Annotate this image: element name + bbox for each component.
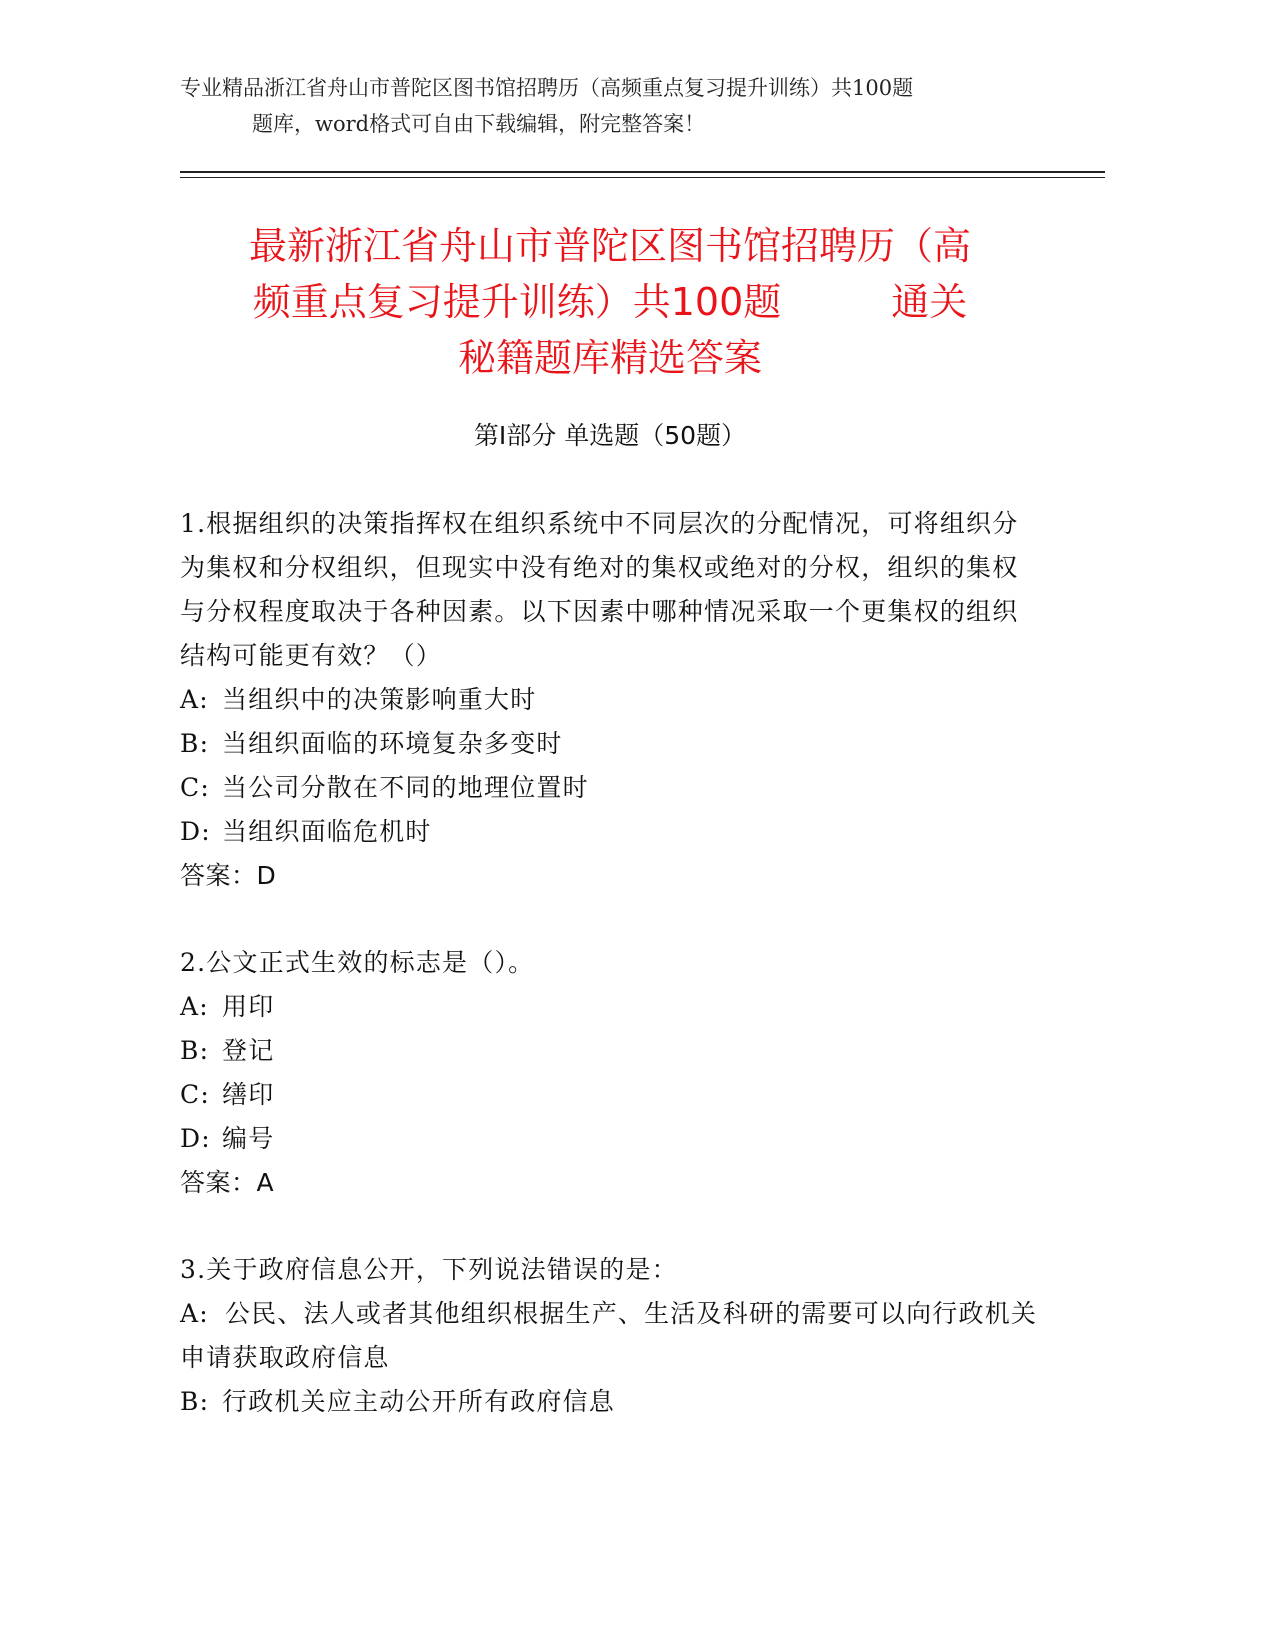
header-line-2: 题库，word格式可自由下载编辑，附完整答案！ bbox=[252, 112, 706, 136]
question-stem: 2.公文正式生效的标志是（）。 bbox=[180, 948, 535, 977]
question-1 bbox=[180, 502, 1040, 898]
option-a bbox=[180, 1292, 1040, 1380]
option-a bbox=[180, 678, 1040, 722]
header-rule-thin bbox=[180, 177, 1105, 178]
option-b bbox=[180, 722, 1040, 766]
option-letter: C: bbox=[180, 1080, 210, 1109]
page-header bbox=[180, 70, 1040, 142]
option-letter: B: bbox=[180, 1387, 210, 1416]
option-text: 行政机关应主动公开所有政府信息 bbox=[222, 1387, 616, 1416]
header-line-1: 专业精品浙江省舟山市普陀区图书馆招聘历（高频重点复习提升训练）共100题 bbox=[180, 76, 914, 100]
header-rule-thick bbox=[180, 171, 1105, 173]
option-text: 当组织面临危机时 bbox=[222, 817, 432, 846]
option-b bbox=[180, 1380, 1040, 1424]
title-line-2 bbox=[180, 274, 1040, 330]
answer: 答案：A bbox=[180, 1168, 275, 1197]
question-stem: 1.根据组织的决策指挥权在组织系统中不同层次的分配情况，可将组织分为集权和分权组织，但现实中没有绝对的集权或绝对的分权，组织的集权与分权程度取决于各种因素。以下因素中哪种情况采取一个更集权的组织结构可能更有效？（） bbox=[180, 509, 1019, 670]
section-title: 第Ⅰ部分 单选题（50题） bbox=[473, 421, 747, 450]
title-line-1: 最新浙江省舟山市普陀区图书馆招聘历（高 bbox=[248, 224, 971, 268]
option-b bbox=[180, 1029, 1040, 1073]
option-text: 当公司分散在不同的地理位置时 bbox=[222, 773, 589, 802]
option-c bbox=[180, 766, 1040, 810]
title-line-3: 秘籍题库精选答案 bbox=[457, 336, 762, 380]
answer: 答案：D bbox=[180, 861, 277, 890]
question-2 bbox=[180, 941, 1040, 1205]
option-text: 缮印 bbox=[222, 1080, 275, 1109]
option-text: 用印 bbox=[222, 992, 275, 1021]
option-text: 当组织面临的环境复杂多变时 bbox=[222, 729, 563, 758]
title-line-2-part-2: 通关 bbox=[891, 280, 968, 324]
option-c bbox=[180, 1073, 1040, 1117]
option-text: 编号 bbox=[222, 1124, 275, 1153]
option-d bbox=[180, 1117, 1040, 1161]
option-letter: A: bbox=[180, 992, 209, 1021]
option-letter: D: bbox=[180, 817, 211, 846]
option-letter: A: bbox=[180, 1299, 209, 1328]
question-3 bbox=[180, 1248, 1040, 1424]
option-letter: A: bbox=[180, 685, 209, 714]
title-line-2-part-1: 频重点复习提升训练）共100题 bbox=[252, 280, 782, 324]
option-d bbox=[180, 810, 1040, 854]
option-letter: B: bbox=[180, 1036, 210, 1065]
question-stem: 3.关于政府信息公开，下列说法错误的是： bbox=[180, 1255, 678, 1284]
option-letter: B: bbox=[180, 729, 210, 758]
option-text: 登记 bbox=[222, 1036, 275, 1065]
question-list bbox=[180, 502, 1040, 1467]
document-title bbox=[180, 218, 1040, 386]
option-letter: D: bbox=[180, 1124, 211, 1153]
option-text: 当组织中的决策影响重大时 bbox=[222, 685, 537, 714]
option-text: 公民、法人或者其他组织根据生产、生活及科研的需要可以向行政机关申请获取政府信息 bbox=[180, 1299, 1038, 1372]
option-letter: C: bbox=[180, 773, 210, 802]
option-a bbox=[180, 985, 1040, 1029]
